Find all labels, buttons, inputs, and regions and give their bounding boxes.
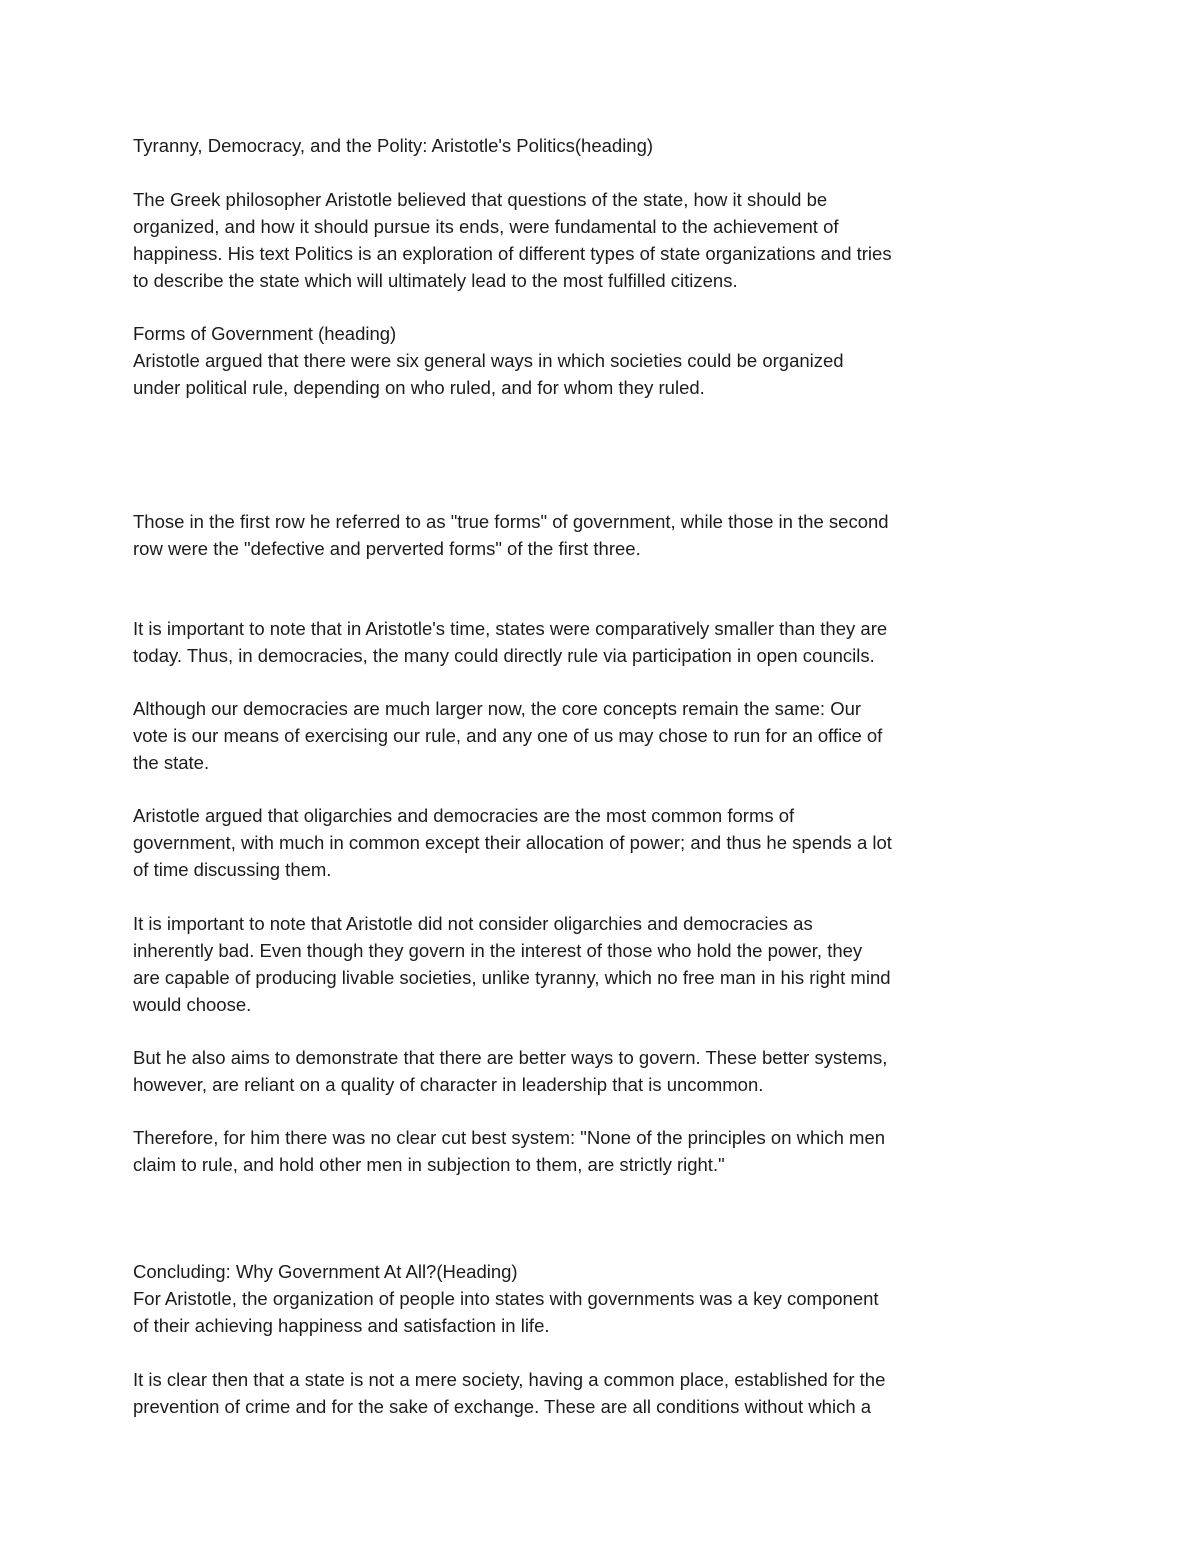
time-paragraph-line-1: It is important to note that in Aristotle's time, states were comparatively smaller than they are: [133, 618, 888, 639]
larger-paragraph-line-1: Although our democracies are much larger now, the core concepts remain the same: Our: [133, 698, 862, 719]
intro-line-4: to describe the state which will ultimately lead to the most fulfilled citizens.: [133, 270, 738, 291]
oligarchies-paragraph-line-1: Aristotle argued that oligarchies and democracies are the most common forms of: [133, 805, 795, 826]
not-bad-paragraph-line-2: inherently bad. Even though they govern in the interest of those who hold the power, they: [133, 940, 863, 961]
not-bad-paragraph-line-3: are capable of producing livable societies, unlike tyranny, which no free man in his right mind: [133, 967, 891, 988]
larger-paragraph-line-2: vote is our means of exercising our rule, and any one of us may chose to run for an office of: [133, 725, 883, 746]
oligarchies-paragraph-line-3: of time discussing them.: [133, 859, 332, 880]
forms-heading: Forms of Government (heading): [133, 323, 397, 344]
not-bad-paragraph-line-1: It is important to note that Aristotle did not consider oligarchies and democracies as: [133, 913, 813, 934]
final-paragraph-line-2: prevention of crime and for the sake of exchange. These are all conditions without which a: [133, 1396, 872, 1417]
forms-body-line-2: under political rule, depending on who ruled, and for whom they ruled.: [133, 377, 705, 398]
intro-line-3: happiness. His text Politics is an exploration of different types of state organizations and tries: [133, 243, 892, 264]
concluding-body-line-1: For Aristotle, the organization of people into states with governments was a key component: [133, 1288, 879, 1309]
document-title: Tyranny, Democracy, and the Polity: Aristotle's Politics(heading): [133, 135, 654, 156]
therefore-paragraph-line-1: Therefore, for him there was no clear cut best system: "None of the principles on which men: [133, 1127, 886, 1148]
better-paragraph-line-1: But he also aims to demonstrate that there are better ways to govern. These better systems,: [133, 1047, 888, 1068]
final-paragraph-line-1: It is clear then that a state is not a mere society, having a common place, established for the: [133, 1369, 886, 1390]
larger-paragraph-line-3: the state.: [133, 752, 210, 773]
forms-body-line-1: Aristotle argued that there were six general ways in which societies could be organized: [133, 350, 844, 371]
rows-paragraph-line-2: row were the "defective and perverted forms" of the first three.: [133, 538, 641, 559]
rows-paragraph-line-1: Those in the first row he referred to as "true forms" of government, while those in the second: [133, 511, 889, 532]
oligarchies-paragraph-line-2: government, with much in common except their allocation of power; and thus he spends a lot: [133, 832, 892, 853]
intro-line-1: The Greek philosopher Aristotle believed that questions of the state, how it should be: [133, 189, 828, 210]
concluding-body-line-2: of their achieving happiness and satisfaction in life.: [133, 1315, 550, 1336]
concluding-heading: Concluding: Why Government At All?(Heading): [133, 1261, 518, 1282]
better-paragraph-line-2: however, are reliant on a quality of character in leadership that is uncommon.: [133, 1074, 764, 1095]
intro-line-2: organized, and how it should pursue its ends, were fundamental to the achievement of: [133, 216, 839, 237]
not-bad-paragraph-line-4: would choose.: [133, 994, 252, 1015]
time-paragraph-line-2: today. Thus, in democracies, the many could directly rule via participation in open councils.: [133, 645, 875, 666]
therefore-paragraph-line-2: claim to rule, and hold other men in subjection to them, are strictly right.": [133, 1154, 725, 1175]
